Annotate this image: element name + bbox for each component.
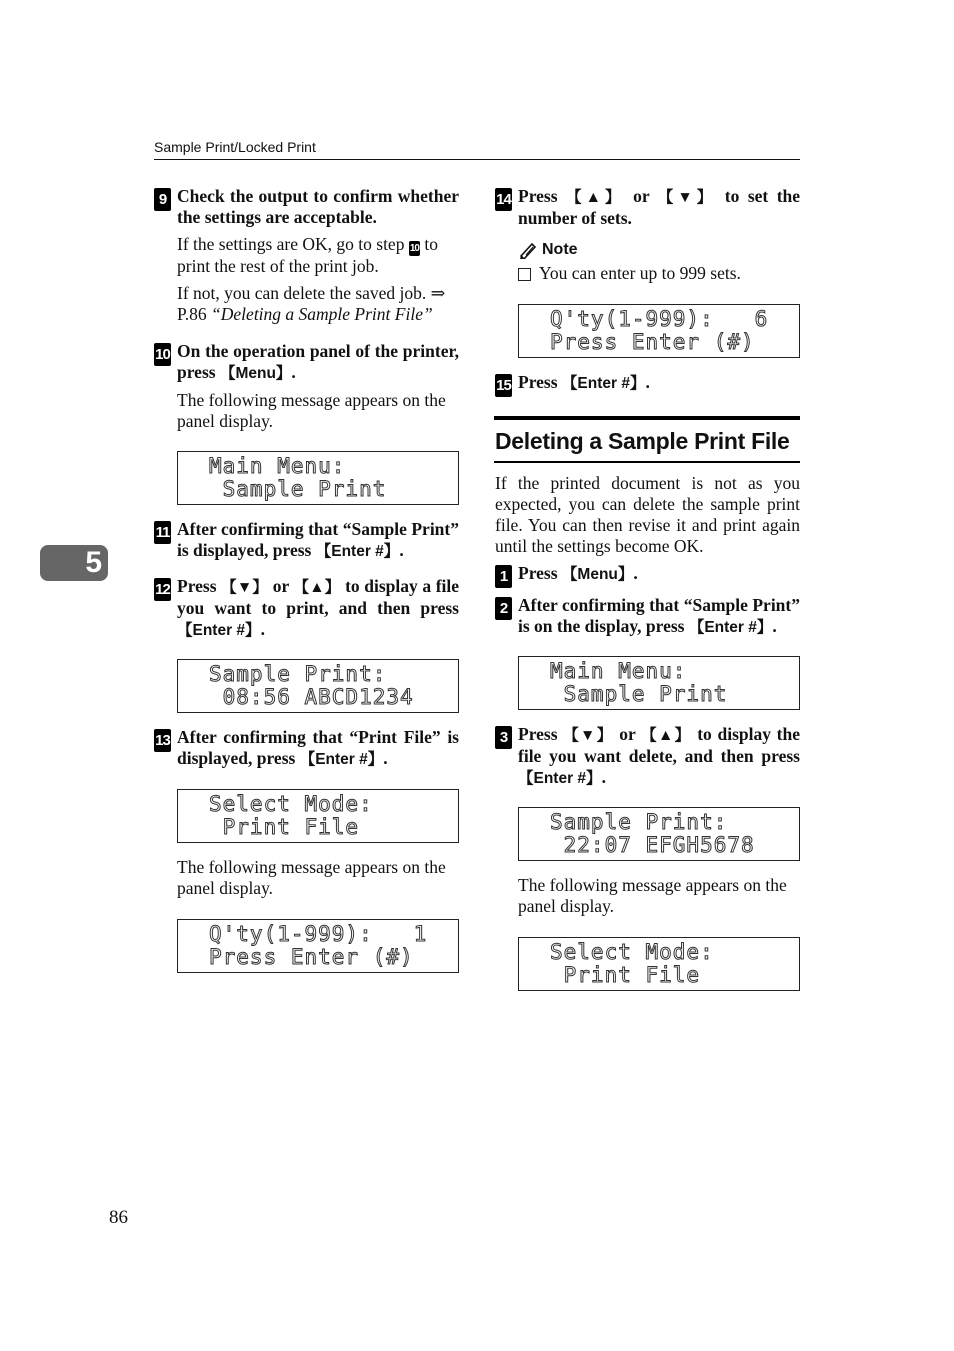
step-title: Press 【▼】 or 【▲】 to display the file you want delete, and then press 【Enter #】.	[518, 724, 801, 787]
chapter-tab: 5	[40, 545, 108, 581]
step-text: The following message appears on the panel display.	[177, 390, 446, 431]
step-number: 11	[154, 521, 171, 544]
lcd-display: Q'ty(1-999): 6 Press Enter (#)	[518, 304, 800, 358]
step-number: 3	[495, 726, 512, 749]
step-title: After confirming that “Sample Print” is displayed, press 【Enter #】.	[177, 519, 459, 560]
menu-key: 【Menu】	[561, 566, 634, 583]
step-number: 14	[495, 188, 512, 211]
step-12	[154, 576, 459, 713]
enter-key: 【Enter #】	[315, 543, 400, 560]
lcd-display: Select Mode: Print File	[177, 789, 459, 843]
step-14	[495, 186, 800, 358]
lcd-display: Main Menu: Sample Print	[177, 451, 459, 505]
section-underline	[494, 461, 800, 463]
step-number: 12	[154, 578, 171, 601]
step-text: The following message appears on the panel display.	[518, 875, 787, 916]
step-reference: 10	[409, 243, 419, 254]
enter-key: 【Enter #】	[518, 770, 602, 787]
checkbox-icon	[518, 268, 531, 281]
page-number: 86	[109, 1207, 128, 1228]
intro-paragraph: If the printed document is not as you expected, you can delete the sample print file. You can then revise it and print again until the settings become OK.	[495, 473, 800, 556]
delete-step-3	[495, 724, 800, 991]
step-title: Press 【Enter #】.	[518, 372, 650, 392]
header-rule	[154, 159, 800, 160]
step-title: On the operation panel of the printer, press 【Menu】.	[177, 341, 459, 382]
enter-key: 【Enter #】	[688, 619, 773, 636]
step-number: 10	[154, 343, 171, 366]
step-number: 2	[495, 597, 512, 620]
step-title: Check the output to confirm whether the settings are acceptable.	[177, 186, 459, 227]
down-arrow-key: 【▼】	[563, 727, 614, 744]
note-heading	[518, 241, 800, 259]
step-title: Press 【▼】 or 【▲】 to display a file you want to print, and then press 【Enter #】.	[177, 576, 460, 639]
lcd-display: Sample Print: 22:07 EFGH5678	[518, 807, 800, 861]
enter-key: 【Enter #】	[561, 375, 646, 392]
step-15	[495, 372, 800, 394]
right-column	[495, 186, 800, 1005]
down-arrow-key: 【▼】	[221, 579, 269, 596]
menu-key: 【Menu】	[219, 365, 292, 382]
step-title: Press 【▲】 or 【▼】 to set the number of sets.	[518, 186, 801, 228]
up-arrow-key: 【▲】	[293, 579, 341, 596]
step-text: If not, you can delete the saved job. ⇒ P.86 “Deleting a Sample Print File”	[177, 283, 446, 324]
step-text: If the settings are OK, go to step 10 to print the rest of the print job.	[177, 234, 438, 276]
note-item: You can enter up to 999 sets.	[518, 263, 800, 284]
lcd-display: Select Mode: Print File	[518, 937, 800, 991]
step-13	[154, 727, 459, 973]
lcd-display: Sample Print: 08:56 ABCD1234	[177, 659, 459, 713]
enter-key: 【Enter #】	[299, 751, 384, 768]
enter-key: 【Enter #】	[177, 622, 261, 639]
cross-reference-link[interactable]: “Deleting a Sample Print File”	[211, 304, 433, 324]
delete-step-1	[495, 563, 800, 585]
step-number: 1	[495, 565, 512, 588]
left-column	[154, 186, 459, 987]
lcd-display: Main Menu: Sample Print	[518, 656, 800, 710]
pencil-icon	[518, 241, 538, 259]
step-9	[154, 186, 459, 325]
up-arrow-key: 【▲】	[566, 189, 625, 206]
down-arrow-key: 【▼】	[657, 189, 717, 206]
step-text: The following message appears on the panel display.	[177, 857, 446, 898]
step-title: After confirming that “Sample Print” is on the display, press 【Enter #】.	[518, 595, 800, 636]
delete-step-2	[495, 595, 800, 710]
step-title: Press 【Menu】.	[518, 563, 638, 583]
step-number: 13	[154, 729, 171, 752]
section-rule	[494, 416, 800, 420]
note-label: Note	[542, 241, 578, 258]
section-heading: Deleting a Sample Print File	[495, 428, 790, 454]
step-number: 15	[495, 374, 512, 397]
step-number: 9	[154, 188, 171, 211]
step-title: After confirming that “Print File” is displayed, press 【Enter #】.	[177, 727, 459, 768]
up-arrow-key: 【▲】	[641, 727, 692, 744]
running-head: Sample Print/Locked Print	[154, 139, 316, 155]
step-10	[154, 341, 459, 505]
step-11	[154, 519, 459, 562]
lcd-display: Q'ty(1-999): 1 Press Enter (#)	[177, 919, 459, 973]
